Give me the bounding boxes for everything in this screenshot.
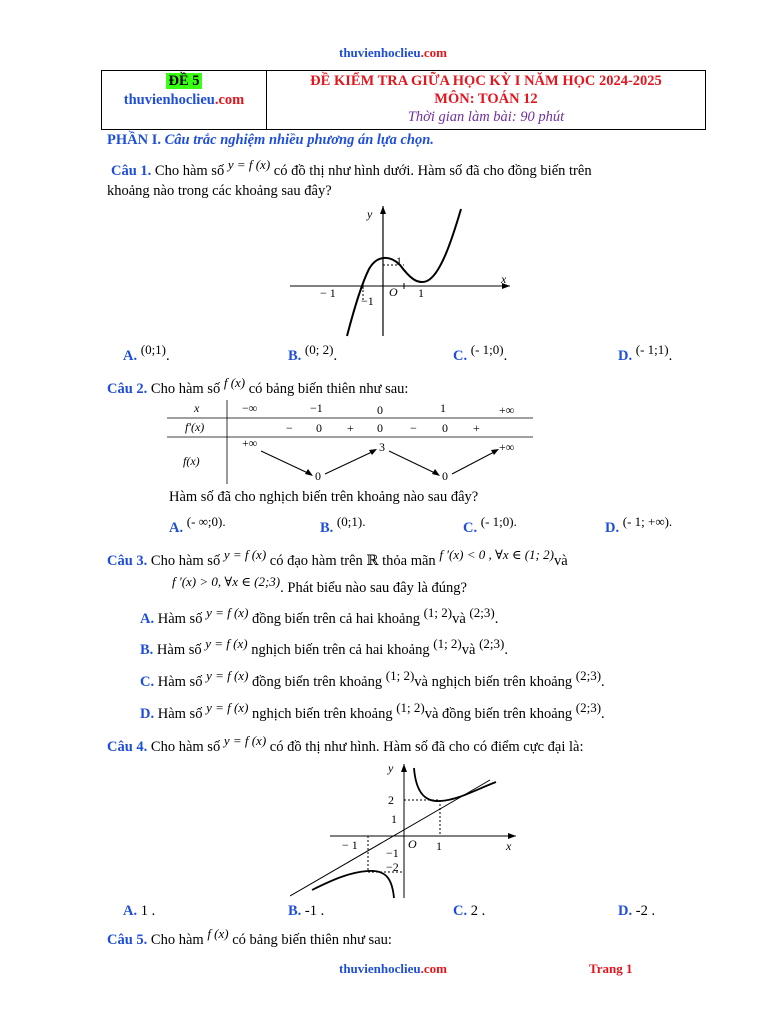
- q4-label-ym1: −1: [386, 846, 399, 860]
- q3-func: y = f (x): [223, 547, 267, 562]
- q3-option-a-i1: (1; 2): [423, 605, 453, 620]
- q2-sign-0: −: [286, 421, 293, 435]
- q3-option-c-mid: đồng biến trên khoảng: [252, 674, 383, 690]
- q2-option-b[interactable]: [320, 514, 366, 537]
- q3-option-c-end: .: [601, 674, 605, 690]
- q4-line1: [107, 733, 584, 756]
- q3-option-d-pre: Hàm số: [157, 706, 203, 722]
- q1-option-a-val: (0;1): [140, 342, 167, 357]
- q4-label-o: O: [408, 837, 417, 851]
- q3-option-b-func: y = f (x): [205, 636, 248, 651]
- q4-label-x1: 1: [436, 839, 442, 853]
- q5-text-b: có bảng biến thiên như sau:: [232, 932, 392, 948]
- q1-label-x: x: [501, 272, 507, 286]
- q3-option-b-mid: nghịch biến trên cả hai khoảng: [251, 642, 430, 658]
- header-site[interactable]: [102, 92, 266, 109]
- exam-time: Thời gian làm bài: 90 phút: [407, 109, 565, 125]
- q4-option-b[interactable]: [288, 903, 324, 920]
- q1-option-d-key: D.: [618, 348, 633, 364]
- q4-graph: [290, 760, 520, 900]
- q2-label: Câu 2.: [107, 381, 148, 397]
- q4-option-b-key: B.: [288, 903, 302, 919]
- q2-question: Hàm số đã cho nghịch biến trên khoảng nào sau đây?: [169, 489, 479, 505]
- q2-sign-3: 0: [377, 421, 383, 435]
- q2-sign-5: 0: [442, 421, 448, 435]
- q1-label-y: y: [367, 207, 373, 221]
- q2-f-2: 3: [379, 440, 385, 454]
- header-right-cell: [267, 71, 705, 129]
- q1-option-c-key: C.: [453, 348, 468, 364]
- q2-option-d[interactable]: [605, 514, 673, 537]
- q3-option-c-func: y = f (x): [206, 668, 249, 683]
- q1-line2: khoảng nào trong các khoảng sau đây?: [107, 183, 332, 199]
- q4-label-xm1: − 1: [342, 838, 358, 852]
- q1-option-d-val: (- 1;1): [635, 342, 669, 357]
- q3-option-c-key: C.: [140, 674, 155, 690]
- q2-option-a[interactable]: [169, 514, 226, 537]
- q4-label-x: x: [506, 839, 512, 853]
- q2-row-f: f(x): [183, 454, 200, 468]
- q2-row-fp: f′(x): [185, 420, 205, 434]
- q3-option-a-key: A.: [140, 611, 155, 627]
- q3-option-b-i2: (2;3): [479, 636, 505, 651]
- q4-text-a: Cho hàm số: [150, 739, 221, 755]
- q1-option-a-key: A.: [123, 348, 138, 364]
- q1-option-b-val: (0; 2): [304, 342, 334, 357]
- q4-options: [123, 903, 693, 923]
- q3-option-d-func: y = f (x): [206, 700, 249, 715]
- q4-option-a-val: 1 .: [140, 903, 156, 919]
- q4-option-b-val: -1 .: [304, 903, 325, 919]
- q3-option-c-i2: (2;3): [575, 668, 602, 683]
- q3-line1: [107, 547, 568, 570]
- q3-option-d[interactable]: [140, 700, 605, 723]
- q3-text-a: Cho hàm số: [150, 553, 221, 569]
- q4-option-d-val: -2 .: [635, 903, 656, 919]
- q5-label: Câu 5.: [107, 932, 148, 948]
- q3-option-a-func: y = f (x): [206, 605, 249, 620]
- q5-line1: [107, 926, 392, 949]
- footer-site-tld: .com: [420, 961, 447, 976]
- q1-label-p1: 1: [418, 286, 424, 300]
- q4-y-arrow: [401, 764, 407, 772]
- q1-label: Câu 1.: [111, 163, 152, 179]
- q4-label-ym2: −2: [386, 860, 399, 874]
- q3-option-c-i1: (1; 2): [385, 668, 415, 683]
- site-tld: .com: [420, 45, 447, 60]
- q1-label-m1: − 1: [320, 286, 336, 300]
- q3-and: và: [553, 553, 568, 569]
- q3-option-b[interactable]: [140, 636, 508, 659]
- q3-option-d-and: và đồng biến trên khoảng: [424, 706, 573, 722]
- footer-site-name: thuvienhoclieu: [339, 961, 421, 976]
- q2-f-3: 0: [442, 469, 448, 483]
- q1-text-b: có đồ thị như hình dưới. Hàm số đã cho đồng biến trên: [273, 163, 592, 179]
- q2-option-a-key: A.: [169, 520, 184, 536]
- header-site-tld: .com: [214, 92, 245, 108]
- q4-option-c-key: C.: [453, 903, 468, 919]
- page-number: Trang 1: [589, 961, 633, 976]
- q2-variation-table: [167, 398, 537, 486]
- q2-x-2: 0: [377, 403, 383, 417]
- q2-option-b-key: B.: [320, 520, 334, 536]
- q3-R: ℝ: [366, 553, 379, 569]
- header-left-cell: [102, 71, 267, 129]
- q3-cond2: f ′(x) > 0, ∀x ∈ (2;3): [172, 574, 281, 589]
- exam-header-table: [101, 70, 706, 130]
- q1-func: y = f (x): [227, 157, 271, 172]
- q4-option-a[interactable]: [123, 903, 155, 920]
- q1-label-yp1: 1: [396, 254, 402, 268]
- q2-func: f (x): [223, 375, 246, 390]
- q4-label-y2: 2: [388, 793, 394, 807]
- q2-option-c[interactable]: [463, 514, 517, 537]
- q3-option-b-pre: Hàm số: [156, 642, 202, 658]
- q3-option-d-mid: nghịch biến trên khoảng: [252, 706, 393, 722]
- q2-sign-4: −: [410, 421, 417, 435]
- q3-option-b-i1: (1; 2): [433, 636, 462, 651]
- q2-sign-2: +: [347, 421, 354, 435]
- q1-label-o: O: [389, 285, 398, 299]
- q1-option-b-key: B.: [288, 348, 302, 364]
- q3-text-d: . Phát biểu nào sau đây là đúng?: [280, 580, 467, 596]
- q3-option-c[interactable]: [140, 668, 605, 691]
- q1-y-arrow: [380, 206, 386, 214]
- q1-label-ym1: −1: [361, 294, 374, 308]
- q4-text-b: có đồ thị như hình. Hàm số đã cho có điểm cực đại là:: [269, 739, 584, 755]
- exam-title: ĐỀ KIỂM TRA GIỮA HỌC KỲ I NĂM HỌC 2024-2025: [310, 73, 662, 89]
- q2-row-x: x: [194, 401, 200, 415]
- q3-option-c-pre: Hàm số: [157, 674, 203, 690]
- q2-option-d-key: D.: [605, 520, 620, 536]
- part1-label: PHẦN I.: [107, 132, 161, 148]
- q3-label: Câu 3.: [107, 553, 148, 569]
- de-label: ĐỀ 5: [168, 73, 200, 89]
- q1-text-a: Cho hàm số: [154, 163, 225, 179]
- q2-line1: [107, 375, 409, 398]
- q1-option-d[interactable]: D. (- 1;1).: [618, 342, 673, 364]
- q2-f-1: 0: [315, 469, 321, 483]
- q2-option-a-val: (- ∞;0).: [186, 514, 226, 529]
- q3-option-b-and: và: [461, 642, 476, 658]
- q3-option-a-i2: (2;3): [469, 605, 495, 620]
- q1-option-b[interactable]: B. (0; 2).: [288, 342, 338, 364]
- part1-title: Câu trắc nghiệm nhiều phương án lựa chọn.: [164, 132, 434, 148]
- q1-curve: [347, 209, 461, 336]
- q4-option-d[interactable]: [618, 903, 655, 920]
- q4-label-y1: 1: [391, 812, 397, 826]
- part1-heading: [107, 132, 434, 149]
- q2-sign-1: 0: [316, 421, 322, 435]
- q2-option-b-val: (0;1).: [336, 514, 366, 529]
- q2-options: [169, 512, 699, 534]
- q2-f-0: +∞: [242, 436, 258, 450]
- q2-x-1: −1: [310, 401, 323, 415]
- header-site-name: thuvienhoclieu: [123, 92, 215, 108]
- q4-option-d-key: D.: [618, 903, 633, 919]
- q3-text-c: thỏa mãn: [382, 553, 436, 569]
- exam-subject: MÔN: TOÁN 12: [434, 91, 538, 107]
- q4-func: y = f (x): [223, 733, 267, 748]
- q1-option-a[interactable]: A. (0;1).: [123, 342, 170, 364]
- q3-text-b: có đạo hàm trên: [269, 553, 363, 569]
- q3-line2: [172, 574, 467, 597]
- q3-option-a-and: và: [452, 611, 466, 627]
- q3-option-a-end: .: [494, 611, 499, 627]
- q2-option-c-val: (- 1;0).: [480, 514, 517, 529]
- q3-option-d-i2: (2;3): [575, 700, 602, 715]
- q3-option-d-end: .: [601, 706, 605, 722]
- q4-curve-right: [414, 768, 496, 801]
- q5-func: f (x): [207, 926, 229, 941]
- q3-option-a[interactable]: [140, 605, 499, 628]
- q3-option-d-key: D.: [140, 706, 155, 722]
- q3-option-d-i1: (1; 2): [396, 700, 425, 715]
- q1-line1: [111, 157, 592, 180]
- q4-curve-left: [312, 871, 394, 898]
- site-name: thuvienhoclieu: [339, 45, 421, 60]
- q4-label: Câu 4.: [107, 739, 148, 755]
- q2-x-3: 1: [440, 401, 446, 415]
- q5-text-a: Cho hàm: [150, 932, 204, 948]
- q1-option-c-val: (- 1;0): [470, 342, 504, 357]
- q3-option-a-pre: Hàm số: [157, 611, 203, 627]
- q3-option-b-end: .: [504, 642, 508, 658]
- q4-label-y: y: [388, 761, 394, 775]
- q1-graph: [285, 203, 515, 338]
- q2-text-a: Cho hàm số: [150, 381, 221, 397]
- q2-x-0: −∞: [242, 401, 258, 415]
- q2-text-b: có bảng biến thiên như sau:: [248, 381, 409, 397]
- footer-site-link[interactable]: [339, 961, 447, 977]
- q3-option-c-and: và nghịch biến trên khoảng: [414, 674, 573, 690]
- q4-option-c-val: 2 .: [470, 903, 486, 919]
- top-site-link[interactable]: [339, 45, 447, 61]
- q2-option-c-key: C.: [463, 520, 478, 536]
- q2-f-4: +∞: [499, 440, 515, 454]
- q3-option-b-key: B.: [140, 642, 154, 658]
- q2-sign-6: +: [473, 421, 480, 435]
- q2-option-d-val: (- 1; +∞).: [622, 514, 673, 529]
- q2-x-4: +∞: [499, 403, 515, 417]
- q4-option-a-key: A.: [123, 903, 138, 919]
- q3-cond1: f ′(x) < 0 , ∀x ∈ (1; 2): [439, 547, 554, 562]
- q1-option-c[interactable]: C. (- 1;0).: [453, 342, 508, 364]
- q4-option-c[interactable]: [453, 903, 485, 920]
- q3-option-a-mid: đồng biến trên cả hai khoảng: [252, 611, 420, 627]
